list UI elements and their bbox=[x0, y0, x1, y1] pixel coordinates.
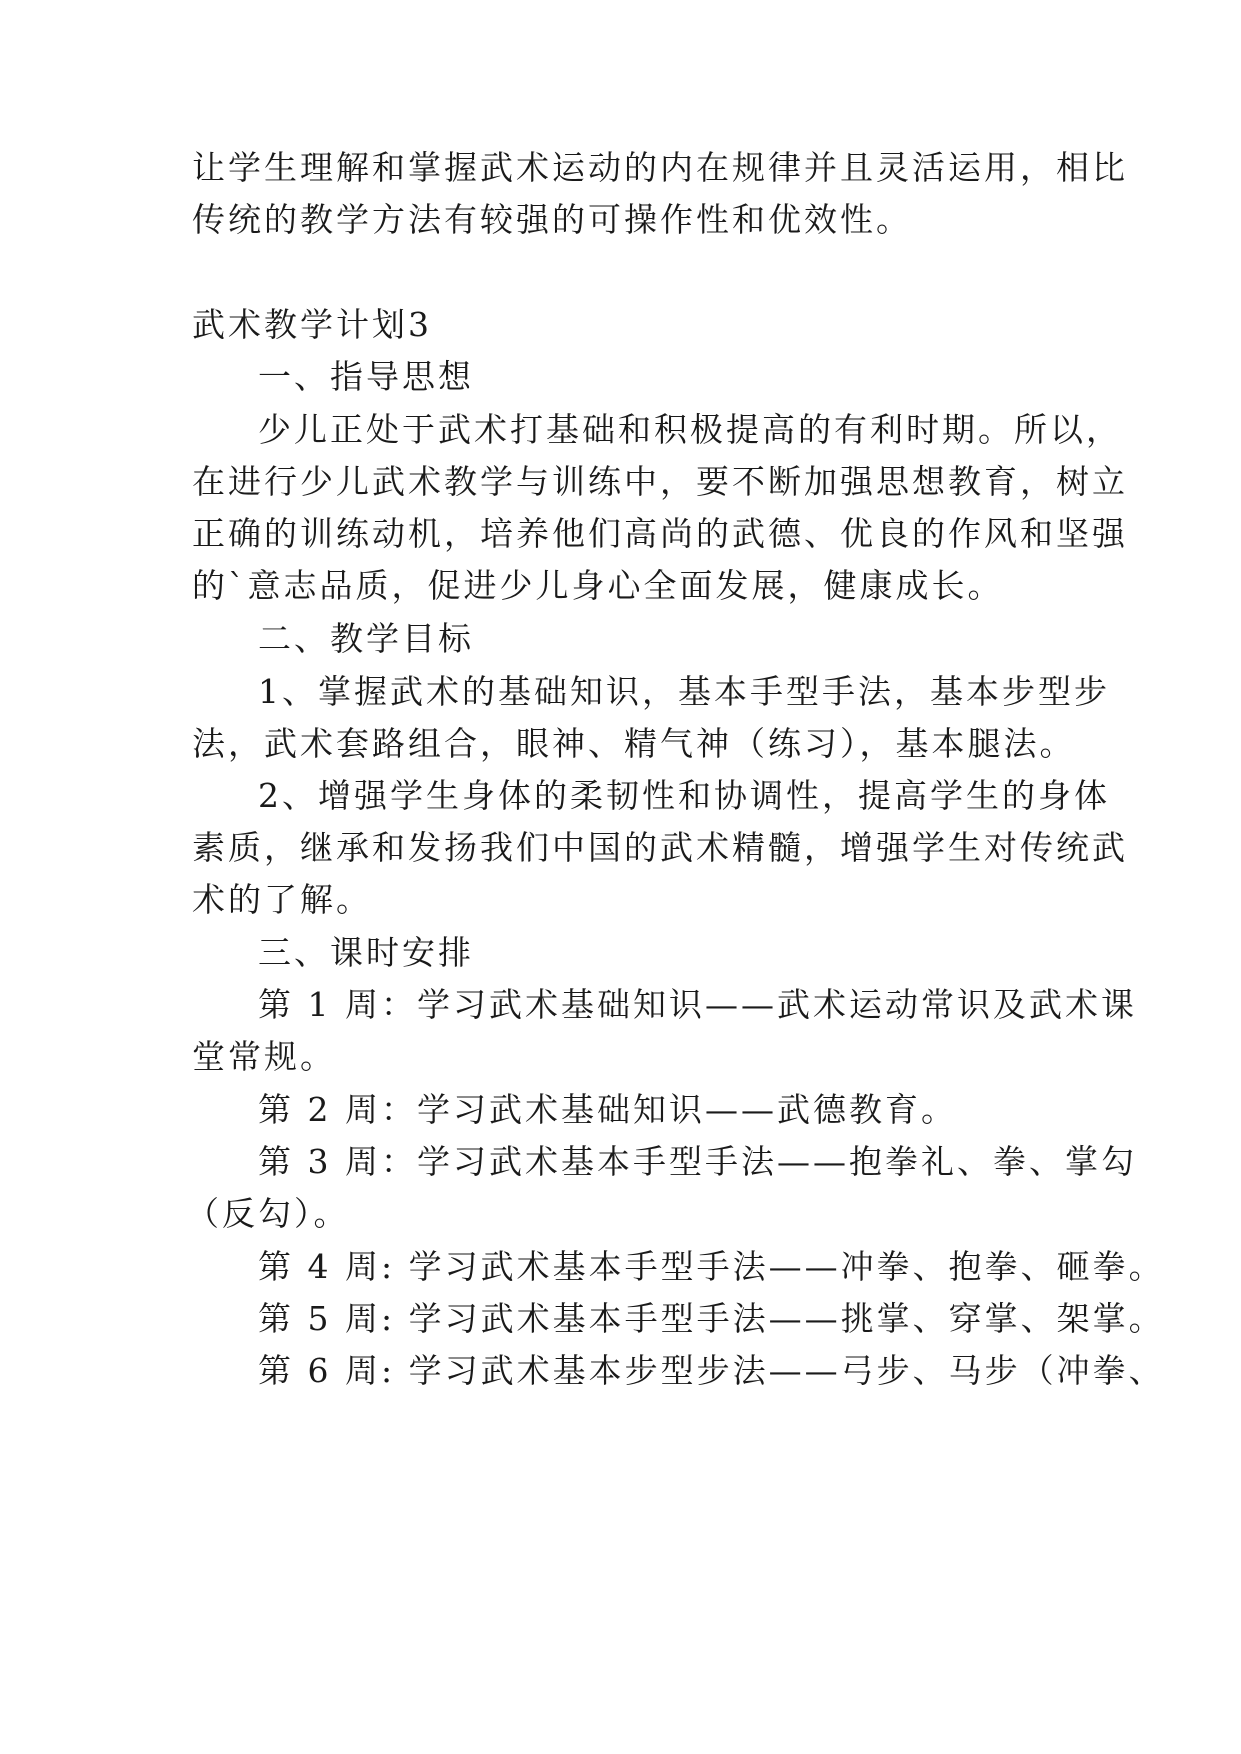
week-1-line-1: 第 1 周：学习武术基础知识——武术运动常识及武术课 bbox=[258, 985, 1137, 1024]
week-3-line-2: （反勾）。 bbox=[186, 1194, 350, 1233]
section-title: 武术教学计划3 bbox=[192, 305, 432, 344]
week-3-line-1: 第 3 周：学习武术基本手型手法——抱拳礼、拳、掌勾 bbox=[258, 1142, 1137, 1181]
week-2: 第 2 周：学习武术基础知识——武德教育。 bbox=[258, 1090, 957, 1129]
intro-line-2: 传统的教学方法有较强的可操作性和优效性。 bbox=[192, 200, 912, 239]
week-1-line-2: 堂常规。 bbox=[192, 1037, 336, 1076]
guiding-idea-line-4: 的`意志品质，促进少儿身心全面发展，健康成长。 bbox=[192, 566, 1004, 605]
goal-2-line-3: 术的了解。 bbox=[192, 880, 372, 919]
heading-schedule: 三、课时安排 bbox=[258, 933, 474, 972]
goal-1-line-2: 法，武术套路组合，眼神、精气神（练习），基本腿法。 bbox=[192, 724, 1076, 763]
guiding-idea-line-2: 在进行少儿武术教学与训练中，要不断加强思想教育，树立 bbox=[192, 462, 1128, 501]
intro-line-1: 让学生理解和掌握武术运动的内在规律并且灵活运用，相比 bbox=[192, 148, 1128, 187]
heading-teaching-goals: 二、教学目标 bbox=[258, 619, 474, 658]
goal-2-line-1: 2、增强学生身体的柔韧性和协调性，提高学生的身体 bbox=[258, 776, 1110, 815]
guiding-idea-line-1: 少儿正处于武术打基础和积极提高的有利时期。所以， bbox=[258, 410, 1122, 449]
week-6: 第 6 周: 学习武术基本步型步法——弓步、马步（冲拳、 bbox=[258, 1351, 1165, 1390]
goal-1-line-1: 1、掌握武术的基础知识，基本手型手法，基本步型步 bbox=[258, 672, 1110, 711]
week-4: 第 4 周: 学习武术基本手型手法——冲拳、抱拳、砸拳。 bbox=[258, 1247, 1165, 1286]
heading-guiding-idea: 一、指导思想 bbox=[258, 357, 474, 396]
goal-2-line-2: 素质，继承和发扬我们中国的武术精髓，增强学生对传统武 bbox=[192, 828, 1128, 867]
guiding-idea-line-3: 正确的训练动机，培养他们高尚的武德、优良的作风和坚强 bbox=[192, 514, 1128, 553]
week-5: 第 5 周: 学习武术基本手型手法——挑掌、穿掌、架掌。 bbox=[258, 1299, 1165, 1338]
